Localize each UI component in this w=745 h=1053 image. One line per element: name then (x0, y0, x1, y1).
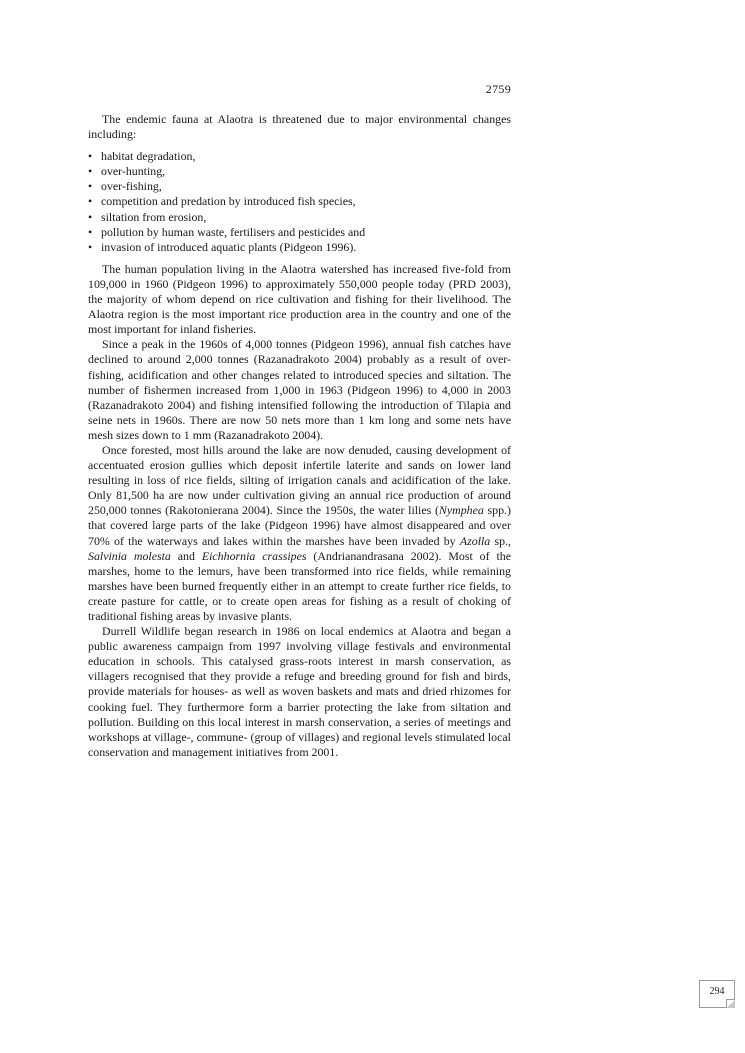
article-body (88, 112, 511, 760)
species-name: Salvinia molesta (88, 548, 171, 563)
text-run: sp., (490, 533, 511, 548)
sheet-number-badge (699, 980, 735, 1008)
paragraph-durrell: Durrell Wildlife began research in 1986 on local endemics at Alaotra and began a public awareness campaign from 1997 involving village festivals and environmental education in schools. This catalysed grass-roots interest in marsh conservation, as villagers recognised that they provide a refuge and breeding ground for fish and birds, provide materials for houses- as well as woven baskets and mats and dried rhizomes for cooking fuel. They furthermore form a barrier protecting the lake from siltation and pollution. Building on this local interest in marsh conservation, a series of meetings and workshops at village-, commune- (group of villages) and regional levels stimulated local conservation and management initiatives from 2001. (88, 624, 511, 759)
intro-paragraph: The endemic fauna at Alaotra is threatened due to major environmental changes including: (88, 112, 511, 142)
species-name: Nymphea (438, 503, 484, 518)
paragraph-erosion (88, 443, 511, 624)
page-fold-icon (726, 999, 735, 1008)
threat-list (88, 149, 511, 255)
paragraph-population: The human population living in the Alaotra watershed has increased five-fold from 109,000 in 1960 (Pidgeon 1996) to approximately 550,000 people today (PRD 2003), the majority of whom depend on rice cultivation and fishing for their livelihood. The Alaotra region is the most important rice production area in the country and one of the most important for inland fisheries. (88, 261, 511, 337)
paragraph-fisheries: Since a peak in the 1960s of 4,000 tonnes (Pidgeon 1996), annual fish catches have declined to around 2,000 tonnes (Razanadrakoto 2004) probably as a result of over-fishing, acidification and other changes related to introduced species and siltation. The number of fishermen increased from 1,000 in 1963 (Pidgeon 1996) to 4,000 in 2003 (Razanadrakoto 2004) and fishing intensified following the introduction of Tilapia and seine nets in 1960s. There are now 50 nets more than 1 km long and some nets have mesh sizes down to 1 mm (Razanadrakoto 2004). (88, 337, 511, 442)
list-item: • pollution by human waste, fertilisers and pesticides and (88, 225, 511, 240)
species-name: Azolla (459, 533, 491, 548)
text-run: and (170, 548, 202, 563)
list-item: • over-hunting, (88, 164, 511, 179)
sheet-number: 294 (709, 986, 725, 997)
species-name: Eichhornia crassipes (201, 548, 307, 563)
list-item: • habitat degradation, (88, 149, 511, 164)
text-run: spp.) that covered large parts of the lake (Pidgeon 1996) have almost disappeared and over 70% of the waterways and lakes within the marshes have been invaded by (88, 503, 511, 548)
text-run: (Andrianandrasana 2002). Most of the marshes, home to the lemurs, have been transformed into rice fields, while remaining marshes have been burned frequently either in an attempt to create further rice fields, to create pasture for cattle, or to create open areas for fishing as a result of choking of traditional fishing areas by invasive plants. (88, 548, 511, 623)
list-item: • over-fishing, (88, 179, 511, 194)
list-item: • siltation from erosion, (88, 210, 511, 225)
page-number: 2759 (485, 82, 511, 96)
list-item: • competition and predation by introduced fish species, (88, 194, 511, 209)
text-run: Once forested, most hills around the lake are now denuded, causing development of accentuated erosion gullies which deposit infertile laterite and sands on lower land resulting in loss of rice fields, silting of irrigation canals and acidification of the lake. Only 81,500 ha are now under cultivation giving an annual rice production of around 250,000 tonnes (Rakotonierana 2004). Since the 1950s, the water lilies ( (88, 442, 511, 518)
list-item: • invasion of introduced aquatic plants (Pidgeon 1996). (88, 240, 511, 255)
